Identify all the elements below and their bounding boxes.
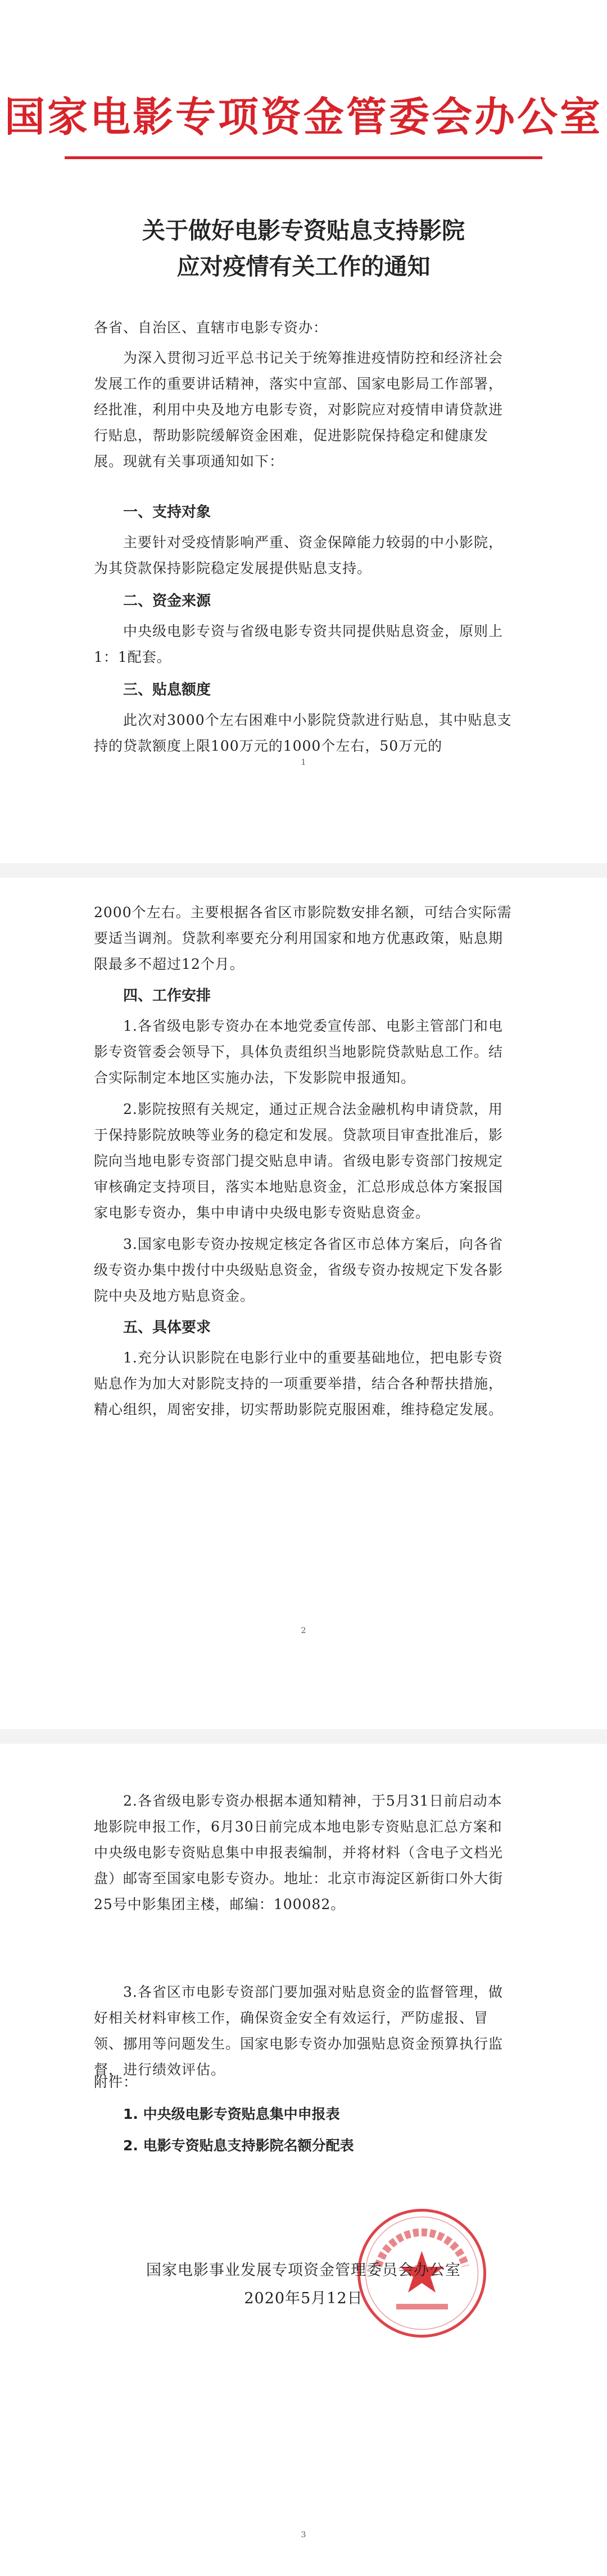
- paragraph-subsidy-amount: 此次对3000个左右困难中小影院贷款进行贴息，其中贴息支持的贷款额度上限100万元的1000个左右，50万元的: [94, 712, 512, 754]
- heading-specific-requirements: 五、具体要求: [123, 1319, 211, 1336]
- red-header-rule: [65, 156, 542, 159]
- intro-paragraph: 为深入贯彻习近平总书记关于统筹推进疫情防控和经济社会发展工作的重要讲话精神，落实中宣部、国家电影局工作部署，经批准，利用中央及地方电影专资，对影院应对疫情申请贷款进行贴息，帮助影院缓解资金困难，促进影院保持稳定和健康发展。现就有关事项通知如下：: [94, 350, 504, 470]
- paragraph-requirements-3: 3.各省区市电影专资部门要加强对贴息资金的监督管理，做好相关材料审核工作，确保资金安全有效运行，严防虚报、冒领、挪用等问题发生。国家电影专资办加强贴息资金预算执行监督，进行绩效评估。: [94, 1984, 504, 2078]
- paragraph-subsidy-amount-continued: 2000个左右。主要根据各省区市影院数安排名额，可结合实际需要适当调剂。贷款利率要充分利用国家和地方优惠政策，贴息期限最多不超过12个月。: [94, 904, 512, 972]
- attachments-label: 附件：: [94, 2074, 138, 2090]
- paragraph-work-arrangement-2: 2.影院按照有关规定，通过正规合法金融机构申请贷款，用于保持影院放映等业务的稳定和发展。贷款项目审查批准后，影院向当地电影专资部门提交贴息申请。省级电影专资部门按规定审核确定支持项目，落实本地贴息资金，汇总形成总体方案报国家电影专资办，集中申请中央级电影专资贴息资金。: [94, 1101, 504, 1221]
- doc-title-line1: 关于做好电影专资贴息支持影院: [142, 217, 465, 244]
- paragraph-work-arrangement-3: 3.国家电影专资办按规定核定各省区市总体方案后，向各省级专资办集中拨付中央级贴息资金，省级专资办按规定下发各影院中央及地方贴息资金。: [94, 1236, 504, 1304]
- page-number: 2: [301, 1626, 306, 1635]
- paragraph-support-target: 主要针对受疫情影响严重、资金保障能力较弱的中小影院，为其贷款保持影院稳定发展提供贴息支持。: [94, 534, 504, 576]
- org-title: 国家电影专项资金管委会办公室: [4, 93, 603, 141]
- paragraph-requirements-1: 1.充分认识影院在电影行业中的重要基础地位，把电影专资贴息作为加大对影院支持的一项重要举措，结合各种帮扶措施，精心组织，周密安排，切实帮助影院克服困难，维持稳定发展。: [94, 1350, 504, 1418]
- heading-work-arrangement: 四、工作安排: [123, 987, 211, 1004]
- signing-organization: 国家电影事业发展专项资金管理委员会办公室: [146, 2262, 461, 2279]
- page-gap-1: [0, 863, 607, 878]
- page-number: 1: [301, 758, 306, 767]
- attachment-item-2: 2. 电影专资贴息支持影院名额分配表: [123, 2137, 354, 2154]
- paragraph-work-arrangement-1: 1.各省级电影专资办在本地党委宣传部、电影主管部门和电影专资管委会领导下，具体负责组织当地影院贷款贴息工作。结合实际制定本地区实施办法，下发影院申报通知。: [94, 1018, 504, 1086]
- doc-title-line2: 应对疫情有关工作的通知: [176, 253, 431, 280]
- doc-title: [0, 213, 607, 285]
- signing-date: 2020年5月12日: [244, 2290, 363, 2307]
- heading-support-target: 一、支持对象: [123, 504, 211, 521]
- heading-subsidy-amount: 三、贴息额度: [123, 682, 211, 698]
- heading-funding-source: 二、资金来源: [123, 593, 211, 610]
- page-number: 3: [301, 2530, 306, 2539]
- page-gap-2: [0, 1729, 607, 1744]
- salutation: 各省、自治区、直辖市电影专资办：: [94, 319, 328, 336]
- paragraph-requirements-2: 2.各省级电影专资办根据本通知精神，于5月31日前启动本地影院申报工作，6月30日前完成本地电影专资贴息汇总方案和中央级电影专资贴息集中申报表编制，并将材料（含电子文档光盘）邮寄至国家电影专资办。地址：北京市海淀区新街口外大街25号中影集团主楼，邮编：100082。: [94, 1793, 504, 1912]
- paragraph-funding-source: 中央级电影专资与省级电影专资共同提供贴息资金，原则上1：1配套。: [94, 623, 504, 665]
- attachment-item-1: 1. 中央级电影专资贴息集中申报表: [123, 2106, 340, 2122]
